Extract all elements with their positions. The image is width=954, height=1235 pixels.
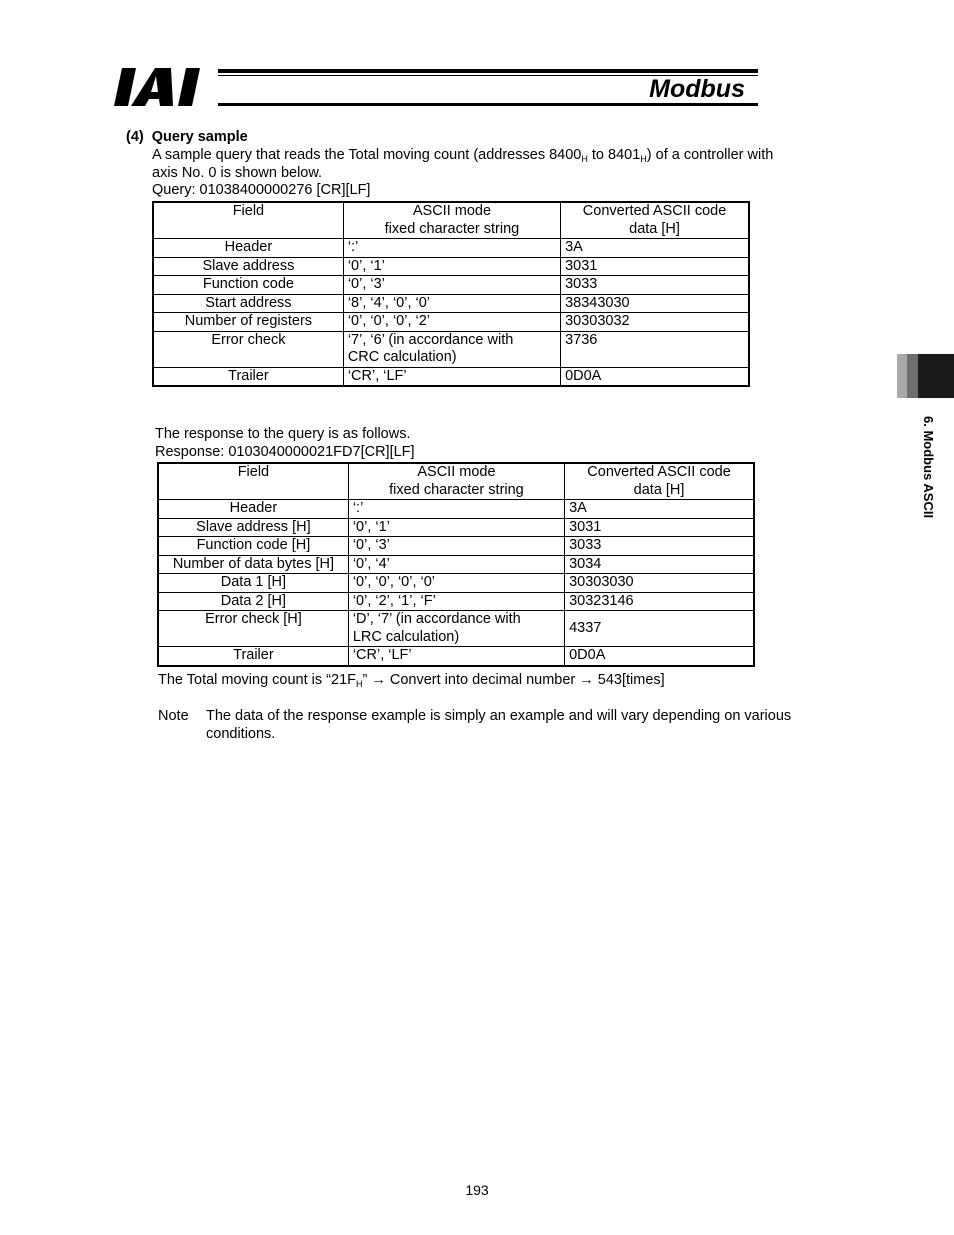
section-title: Query sample (151, 129, 248, 145)
note-label: Note (158, 708, 189, 724)
conversion-line: The Total moving count is “$21F_H$” → Convert into decimal number → 543[times] (158, 672, 665, 689)
note-text-line2: conditions. (206, 726, 276, 742)
table-row: Function code [H] ‘0’, ‘3’ 3033 (158, 537, 754, 556)
table-row: Header ‘:’ 3A (158, 500, 754, 519)
table-row: Data 2 [H] ‘0’, ‘2’, ‘1’, ‘F’ 30323146 (158, 592, 754, 611)
header-cell: Field (158, 463, 348, 500)
table-row: Trailer ‘CR’, ‘LF’ 0D0A (153, 367, 749, 386)
header-rule-top (218, 69, 758, 73)
section-intro-line1: A sample query that reads the Total moving count (addresses $8400_H$ to $8401_H$) of a controller with (152, 147, 774, 164)
table-row: Slave address [H] ‘0’, ‘1’ 3031 (158, 518, 754, 537)
table-header-row (153, 202, 749, 239)
table-row: Data 1 [H] ‘0’, ‘0’, ‘0’, ‘0’ 30303030 (158, 574, 754, 593)
table-row: Error check [H] ‘D’, ‘7’ (in accordance with LRC calculation) 4337 (158, 611, 754, 647)
table-row: Error check ‘7’, ‘6’ (in accordance with CRC calculation) 3736 (153, 331, 749, 367)
header-title: Modbus (649, 75, 745, 103)
table-row: Header ‘:’ 3A (153, 239, 749, 258)
table-row: Function code ‘0’, ‘3’ 3033 (153, 276, 749, 295)
subscript-h: H (356, 679, 363, 689)
query-line: Query: 01038400000276 [CR][LF] (152, 182, 371, 198)
subscript-h: H (581, 154, 588, 164)
section-heading (126, 129, 248, 147)
header-cell: Field (153, 202, 343, 239)
note-text-line1: The data of the response example is simply an example and will vary depending on various (206, 708, 792, 724)
response-line: Response: 0103040000021FD7[CR][LF] (155, 444, 415, 460)
table-row: Trailer ‘CR’, ‘LF’ 0D0A (158, 647, 754, 666)
table-row: Start address ‘8’, ‘4’, ‘0’, ‘0’ 38343030 (153, 294, 749, 313)
side-tab-label: 6. Modbus ASCII (921, 416, 936, 519)
header-cell: Converted ASCII code data [H] (565, 463, 754, 500)
side-tab-mid (907, 354, 918, 398)
response-table (157, 462, 755, 667)
page-number: 193 (465, 1182, 489, 1198)
header-cell: Converted ASCII code data [H] (561, 202, 749, 239)
side-tab-dark (918, 354, 954, 398)
section-number: (4) (126, 129, 144, 145)
header-cell: ASCII mode fixed character string (343, 202, 560, 239)
subscript-h: H (640, 154, 647, 164)
table-row: Number of data bytes [H] ‘0’, ‘4’ 3034 (158, 555, 754, 574)
response-intro: The response to the query is as follows. (155, 426, 411, 442)
query-table (152, 201, 750, 387)
iai-logo (113, 66, 213, 108)
table-row: Number of registers ‘0’, ‘0’, ‘0’, ‘2’ 30303032 (153, 313, 749, 332)
table-header-row (158, 463, 754, 500)
side-tab-light (897, 354, 907, 398)
table-row: Slave address ‘0’, ‘1’ 3031 (153, 257, 749, 276)
section-intro-line2: axis No. 0 is shown below. (152, 165, 323, 181)
header-cell: ASCII mode fixed character string (348, 463, 564, 500)
